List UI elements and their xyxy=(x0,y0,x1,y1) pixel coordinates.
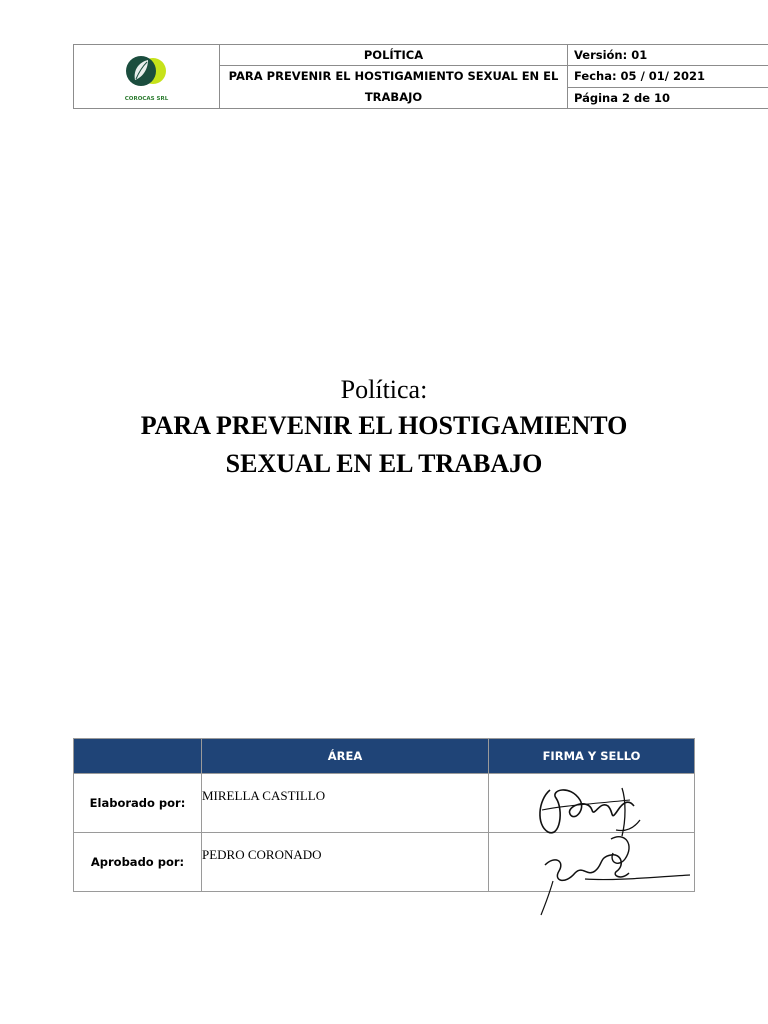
signature-cell xyxy=(489,833,695,892)
header-signature: FIRMA Y SELLO xyxy=(489,739,695,774)
signature-cell xyxy=(489,774,695,833)
doc-type: POLÍTICA xyxy=(220,45,568,66)
version-text: Versión: 01 xyxy=(568,45,768,66)
logo-cell xyxy=(74,45,220,109)
title-lead: Política: xyxy=(340,375,428,404)
table-row xyxy=(74,833,695,892)
document-header xyxy=(73,44,768,108)
header-area: ÁREA xyxy=(202,739,489,774)
doc-title: PARA PREVENIR EL HOSTIGAMIENTO SEXUAL EN EL TRABAJO xyxy=(220,66,568,109)
company-logo xyxy=(117,52,177,102)
title-line-2: SEXUAL EN EL TRABAJO xyxy=(225,449,543,478)
approval-table xyxy=(73,738,695,892)
page-number: Página 2 de 10 xyxy=(568,87,768,109)
row-label: Aprobado por: xyxy=(74,833,202,892)
leaf-logo-icon xyxy=(117,52,177,94)
date-text: Fecha: 05 / 01/ 2021 xyxy=(568,66,768,88)
header-empty xyxy=(74,739,202,774)
row-label: Elaborado por: xyxy=(74,774,202,833)
table-row xyxy=(74,774,695,833)
row-name: PEDRO CORONADO xyxy=(202,833,489,892)
title-line-1: PARA PREVENIR EL HOSTIGAMIENTO xyxy=(140,411,628,440)
title-block xyxy=(60,374,708,482)
logo-text: COROCAS SRL xyxy=(124,95,169,102)
row-name: MIRELLA CASTILLO xyxy=(202,774,489,833)
